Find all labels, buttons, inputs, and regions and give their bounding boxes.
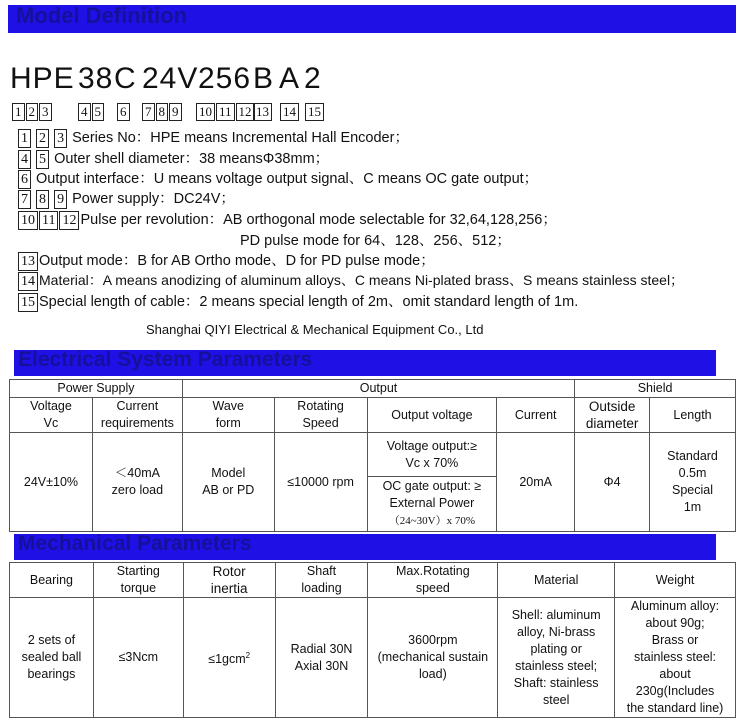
- col-current: Current: [497, 398, 575, 433]
- val-diameter: Φ4: [575, 433, 650, 532]
- col-torque: Starting torque: [93, 563, 183, 598]
- col-max-speed: Max.Rotating speed: [368, 563, 498, 598]
- col-wave: Wave form: [182, 398, 274, 433]
- def-output-mode: 13 Output mode：B for AB Ortho mode、D for PD pulse mode；: [18, 249, 435, 271]
- model-part: HPE: [10, 62, 75, 95]
- code-box: 1: [12, 103, 25, 121]
- val-inertia: ≤1gcm$^2$: [183, 598, 275, 718]
- code-box: 13: [253, 103, 272, 121]
- model-part: 256: [198, 62, 252, 95]
- val-speed: ≤10000 rpm: [274, 433, 367, 532]
- mechanical-table: [9, 562, 736, 718]
- electrical-table: [9, 379, 736, 532]
- val-current: 20mA: [497, 433, 575, 532]
- code-box: 5: [92, 103, 105, 121]
- group-output: Output: [182, 380, 574, 398]
- col-speed: Rotating Speed: [274, 398, 367, 433]
- model-part: C: [114, 62, 137, 95]
- electrical-header: Electrical System Parameters: [14, 350, 716, 376]
- val-shaft: Radial 30N Axial 30N: [275, 598, 368, 718]
- code-box: 11: [216, 103, 235, 121]
- val-voltage: 24V±10%: [10, 433, 93, 532]
- val-material: Shell: aluminum alloy, Ni-brass plating or stainless steel; Shaft: stainless steel: [498, 598, 615, 718]
- group-shield: Shield: [575, 380, 736, 398]
- val-wave: Model AB or PD: [182, 433, 274, 532]
- code-box: 3: [39, 103, 52, 121]
- group-power: Power Supply: [10, 380, 183, 398]
- model-part: A: [279, 62, 301, 95]
- col-shaft: Shaft loading: [275, 563, 368, 598]
- code-box: 12: [236, 103, 255, 121]
- col-material: Material: [498, 563, 615, 598]
- model-part: 24V: [142, 62, 199, 95]
- code-box: 2: [26, 103, 39, 121]
- col-current-req: Current requirements: [92, 398, 182, 433]
- val-max-speed: 3600rpm (mechanical sustain load): [368, 598, 498, 718]
- model-part: 2: [304, 62, 322, 95]
- col-output-voltage: Output voltage: [367, 398, 497, 433]
- def-pulse: 10 11 12 Pulse per revolution：AB orthogonal mode selectable for 32,64,128,256；: [18, 208, 557, 230]
- code-box: 15: [305, 103, 324, 121]
- val-weight: Aluminum alloy: about 90g; Brass or stainless steel: about 230g(Includes the standard line): [615, 598, 736, 718]
- code-box: 7: [142, 103, 155, 121]
- val-bearing: 2 sets of sealed ball bearings: [10, 598, 94, 718]
- model-definition-header: Model Definition: [8, 5, 736, 33]
- mechanical-header: Mechanical Parameters: [14, 534, 716, 560]
- def-power: 7 8 9 Power supply：DC24V；: [18, 187, 235, 209]
- col-weight: Weight: [615, 563, 736, 598]
- model-part: 38: [78, 62, 114, 95]
- company-name: Shanghai QIYI Electrical & Mechanical Equipment Co., Ltd: [146, 322, 484, 337]
- model-part: B: [253, 62, 275, 95]
- val-torque: ≤3Ncm: [93, 598, 183, 718]
- col-length: Length: [650, 398, 736, 433]
- val-current-req: ＜40mA zero load: [92, 433, 182, 532]
- def-cable: 15 Special length of cable：2 means special length of 2m、omit standard length of 1m.: [18, 290, 578, 312]
- val-oc-output: OC gate output: ≥ External Power （24~30V）x 70%: [367, 477, 497, 532]
- col-bearing: Bearing: [10, 563, 94, 598]
- code-box: 8: [156, 103, 169, 121]
- def-series: 1 2 3 Series No：HPE means Incremental Hall Encoder；: [18, 126, 409, 148]
- col-voltage: Voltage Vc: [10, 398, 93, 433]
- code-box: 14: [280, 103, 299, 121]
- def-diameter: 4 5 Outer shell diameter：38 meansΦ38mm；: [18, 147, 329, 169]
- def-pulse-pd: PD pulse mode for 64、128、256、512；: [240, 233, 511, 249]
- def-material: 14 Material：A means anodizing of aluminum alloys、C means Ni-plated brass、S means stainless steel；: [18, 270, 684, 291]
- code-box: 10: [196, 103, 215, 121]
- val-length: Standard 0.5m Special 1m: [650, 433, 736, 532]
- col-diameter: Outside diameter: [575, 398, 650, 433]
- code-box: 4: [78, 103, 91, 121]
- code-box: 9: [169, 103, 182, 121]
- val-voltage-output: Voltage output:≥ Vc x 70%: [367, 433, 497, 477]
- def-interface: 6 Output interface：U means voltage output signal、C means OC gate output；: [18, 167, 538, 189]
- code-box: 6: [117, 103, 130, 121]
- col-inertia: Rotor inertia: [183, 563, 275, 598]
